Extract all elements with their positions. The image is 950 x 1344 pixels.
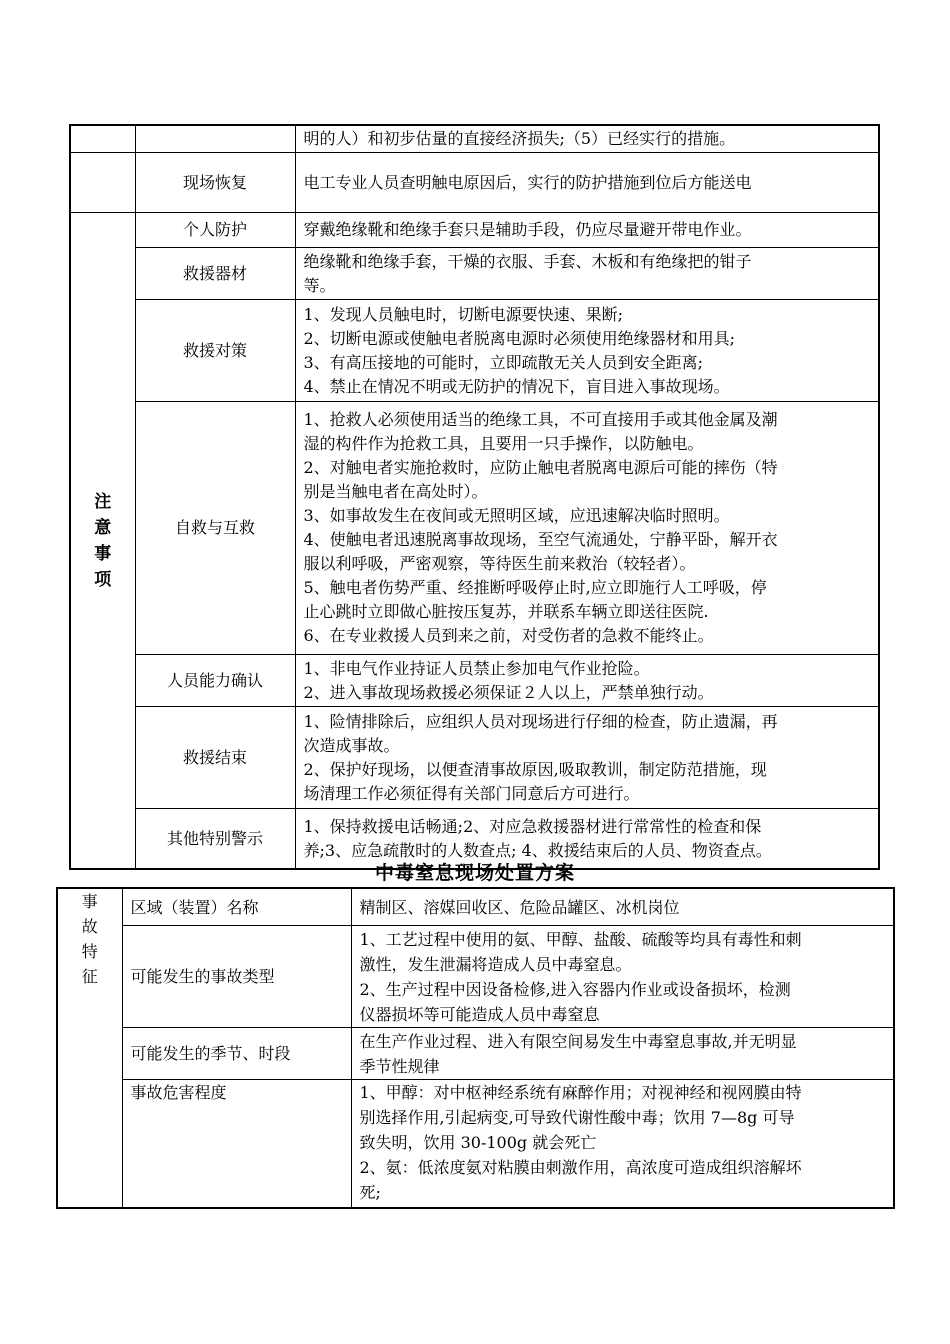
row-label-text: 可能发生的事故类型 [130,967,275,986]
table-row [57,1080,894,1209]
content-line: 4、使触电者迅速脱离事故现场，至空气流通处，宁静平卧，解开衣 [303,530,778,549]
content-line: 次造成事故。 [303,735,400,755]
section-label-char: 注 [94,491,112,512]
row-label-text: 可能发生的季节、时段 [130,1044,291,1063]
row-label [135,125,295,153]
table-row [70,707,879,809]
content-line: 3、有高压接地的可能时，立即疏散无关人员到安全距离; [303,352,704,372]
row-content [295,248,879,300]
content-line: 激性，发生泄漏将造成人员中毒窒息。 [359,954,632,974]
row-content [351,926,894,1028]
table-row [70,153,879,213]
row-content [351,888,894,926]
section-label-char: 事 [94,543,112,564]
row-label [135,655,295,707]
row-label-text: 个人防护 [182,220,247,239]
section-label-char: 故 [81,917,98,936]
content-line: 5、触电者伤势严重、经推断呼吸停止时,应立即施行人工呼吸，停 [303,578,767,597]
poisoning-table [56,887,895,1209]
content-line: 1、甲醇：对中枢神经系统有麻醉作用；对视神经和视网膜由特 [359,1083,802,1102]
content-line: 2、生产过程中因设备检修,进入容器内作业或设备损坏，检测 [359,979,791,999]
row-label [135,153,295,213]
row-label-text: 自救与互救 [174,518,255,537]
content-line: 1、抢救人必须使用适当的绝缘工具，不可直接用手或其他金属及潮 [303,410,778,429]
table-row [70,300,879,402]
row-label-text: 其他特别警示 [166,828,263,848]
content-line: 季节性规律 [359,1056,440,1076]
content-line: 2、对触电者实施抢救时，应防止触电者脱离电源后可能的摔伤（特 [303,458,778,477]
content-line: 别选择作用,引起病变,可导致代谢性酸中毒；饮用 7—8g 可导 [359,1108,795,1127]
content-line: 4、禁止在情况不明或无防护的情况下，盲目进入事故现场。 [303,376,730,396]
section-label-char: 项 [94,569,112,590]
table-row [57,926,894,1028]
section-label-char: 征 [81,967,98,986]
section-label-char: 意 [94,517,112,538]
table-row [70,655,879,707]
section-label-char: 特 [81,942,98,961]
content-line: 服以利呼吸，严密观察，等待医生前来救治（较轻者）。 [303,554,696,573]
content-line: 场清理工作必须征得有关部门同意后方可进行。 [303,783,640,803]
row-label-text: 救援对策 [182,340,247,360]
content-line: 养;3、应急疏散时的人数查点; 4、救援结束后的人员、物资查点。 [303,840,772,860]
row-label-text: 区域（装置）名称 [130,897,259,917]
section-label [57,888,122,1208]
row-content [295,213,879,248]
poisoning-plan-title: 中毒窒息现场处置方案 [374,862,575,884]
row-label-text: 救援结束 [182,747,247,767]
row-label [122,1080,351,1209]
content-line: 2、保护好现场，以便查清事故原因,吸取教训，制定防范措施，现 [303,759,767,779]
content-line: 绝缘靴和绝缘手套，干燥的衣服、手套、木板和有绝缘把的钳子 [303,251,752,271]
content-line: 致失明，饮用 30-100g 就会死亡 [359,1133,597,1152]
row-label [122,1028,351,1080]
content-line: 1、保持救援电话畅通;2、对应急救援器材进行常常性的检查和保 [303,816,762,836]
content-line: 1、发现人员触电时，切断电源要快速、果断; [303,304,624,324]
content-line: 1、险情排除后，应组织人员对现场进行仔细的检查，防止遗漏，再 [303,711,778,731]
content-line: 1、非电气作业持证人员禁止参加电气作业抢险。 [303,658,650,678]
table-row [57,1028,894,1080]
content-line: 1、工艺过程中使用的氨、甲醇、盐酸、硫酸等均具有毒性和刺 [359,929,802,949]
row-label [135,213,295,248]
side-cell [70,153,135,213]
content-line: 别是当触电者在高处时）。 [303,482,488,501]
row-label-text: 人员能力确认 [166,670,263,690]
table-row [70,248,879,300]
content-line: 仪器损坏等可能造成人员中毒窒息 [359,1004,600,1024]
content-line: 在生产作业过程、进入有限空间易发生中毒窒息事故,并无明显 [359,1031,797,1051]
content-line: 明的人）和初步估量的直接经济损失;（5）已经实行的措施。 [303,129,736,148]
row-content [351,1080,894,1209]
row-content [351,1028,894,1080]
row-label [135,300,295,402]
table-row [70,213,879,248]
row-content [295,707,879,809]
content-line: 3、如事故发生在夜间或无照明区域，应迅速解决临时照明。 [303,506,730,525]
row-label-text: 事故危害程度 [130,1083,227,1102]
content-line: 2、进入事故现场救援必须保证２人以上，严禁单独行动。 [303,682,714,702]
content-line: 等。 [303,275,336,295]
section-label-char: 事 [81,892,98,911]
side-cell [70,125,135,153]
row-content [295,300,879,402]
content-line: 死; [359,1183,381,1202]
content-line: 穿戴绝缘靴和绝缘手套只是辅助手段，仍应尽量避开带电作业。 [303,220,752,239]
row-label-text: 救援器材 [182,263,247,283]
table-row [57,888,894,926]
content-line: 止心跳时立即做心脏按压复苏，并联系车辆立即送往医院. [303,602,709,621]
content-line: 2、氨：低浓度氨对粘膜由刺激作用，高浓度可造成组织溶解坏 [359,1158,802,1177]
table-row [70,402,879,655]
row-label [135,248,295,300]
row-content [295,125,879,153]
content-line: 精制区、溶媒回收区、危险品罐区、冰机岗位 [359,897,680,917]
section-label [70,213,135,870]
row-content [295,655,879,707]
content-line: 电工专业人员查明触电原因后，实行的防护措施到位后方能送电 [303,172,752,192]
content-line: 2、切断电源或使触电者脱离电源时必须使用绝缘器材和用具; [303,328,736,348]
content-line: 湿的构件作为抢救工具，且要用一只手操作，以防触电。 [303,434,704,453]
row-label [122,926,351,1028]
electric-shock-table [69,124,880,870]
row-content [295,402,879,655]
row-content [295,153,879,213]
row-label [135,402,295,655]
row-label [135,707,295,809]
row-label-text: 现场恢复 [182,172,247,192]
table-row [70,125,879,153]
row-label [122,888,351,926]
content-line: 6、在专业救援人员到来之前，对受伤者的急救不能终止。 [303,626,714,645]
